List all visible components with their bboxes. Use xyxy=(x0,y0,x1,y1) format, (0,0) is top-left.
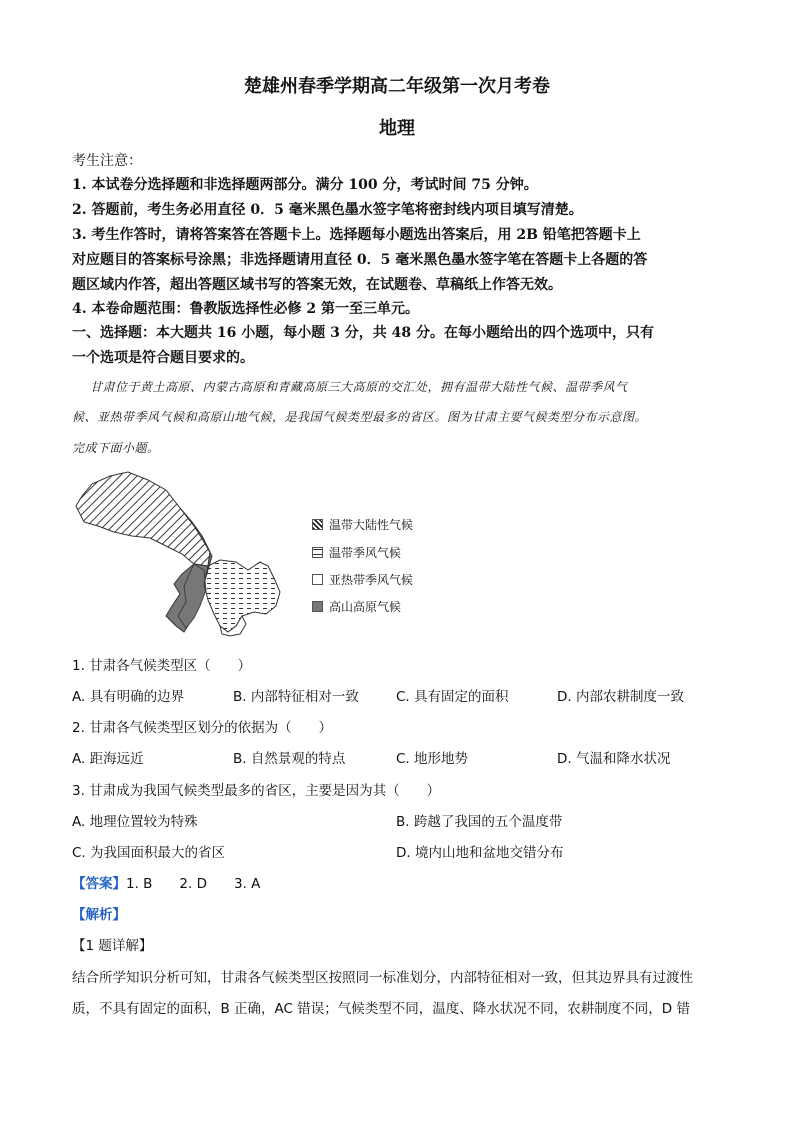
passage-line: 甘肃位于黄土高原、内蒙古高原和青藏高原三大高原的交汇处，拥有温带大陆性气候、温带季风气 xyxy=(90,380,628,394)
legend-label: 亚热带季风气候 xyxy=(329,572,414,587)
option: C. 具有固定的面积 xyxy=(396,689,509,705)
legend-swatch-gray xyxy=(312,601,323,612)
legend-label: 温带季风气候 xyxy=(329,545,402,560)
page-title: 楚雄州春季学期高二年级第一次月考卷 xyxy=(244,76,550,97)
legend-item xyxy=(312,598,401,614)
legend-item xyxy=(312,516,413,532)
notice-line: 1. 本试卷分选择题和非选择题两部分。满分 100 分，考试时间 75 分钟。 xyxy=(72,177,538,193)
gansu-climate-map xyxy=(70,466,300,638)
option: B. 自然景观的特点 xyxy=(233,751,346,767)
option: A. 具有明确的边界 xyxy=(72,689,185,705)
passage-line: 候、亚热带季风气候和高原山地气候，是我国气候类型最多的省区。图为甘肃主要气候类型分布示意图。 xyxy=(72,410,648,424)
detail-line: 质，不具有固定的面积，B 正确，AC 错误；气候类型不同，温度、降水状况不同，农耕制度不同，D 错 xyxy=(72,1001,690,1017)
legend-item xyxy=(312,544,401,560)
subject-title: 地理 xyxy=(379,118,415,139)
answer-row xyxy=(72,872,260,892)
option: B. 跨越了我国的五个温度带 xyxy=(396,814,563,830)
analysis-label: 【解析】 xyxy=(72,907,126,923)
notice-line: 2. 答题前，考生务必用直径 0．5 毫米黑色墨水签字笔将密封线内项目填写清楚。 xyxy=(72,202,583,218)
detail-label: 【1 题详解】 xyxy=(72,938,153,954)
notice-header: 考生注意： xyxy=(72,153,142,169)
option: C. 为我国面积最大的省区 xyxy=(72,845,226,861)
option: D. 气温和降水状况 xyxy=(557,751,671,767)
legend-swatch-hatch xyxy=(312,519,323,530)
option: C. 地形地势 xyxy=(396,751,469,767)
passage-line: 完成下面小题。 xyxy=(72,441,160,455)
notice-line: 3. 考生作答时，请将答案答在答题卡上。选择题每小题选出答案后，用 2B 铅笔把答题卡上 xyxy=(72,227,641,243)
option: D. 境内山地和盆地交错分布 xyxy=(396,845,564,861)
question-stem: 3. 甘肃成为我国气候类型最多的省区，主要是因为其（ ） xyxy=(72,783,441,799)
section-heading: 一个选项是符合题目要求的。 xyxy=(72,350,254,366)
option: B. 内部特征相对一致 xyxy=(233,689,359,705)
question-stem: 2. 甘肃各气候类型区划分的依据为（ ） xyxy=(72,720,333,736)
detail-line: 结合所学知识分析可知，甘肃各气候类型区按照同一标准划分，内部特征相对一致，但其边界具有过渡性 xyxy=(72,970,693,986)
option: A. 地理位置较为特殊 xyxy=(72,814,198,830)
legend-swatch-dash xyxy=(312,547,323,558)
answer-label: 【答案】 xyxy=(72,876,126,892)
answer-values: 1. B 2. D 3. A xyxy=(126,876,261,892)
legend-label: 温带大陆性气候 xyxy=(329,517,414,532)
legend-label: 高山高原气候 xyxy=(329,599,402,614)
option: A. 距海远近 xyxy=(72,751,144,767)
legend-item xyxy=(312,571,413,587)
notice-line: 题区域内作答，超出答题区域书写的答案无效，在试题卷、草稿纸上作答无效。 xyxy=(72,277,562,293)
notice-line: 4. 本卷命题范围：鲁教版选择性必修 2 第一至三单元。 xyxy=(72,301,419,317)
notice-line: 对应题目的答案标号涂黑；非选择题请用直径 0．5 毫米黑色墨水签字笔在答题卡上各题的答 xyxy=(72,252,648,268)
option: D. 内部农耕制度一致 xyxy=(557,689,684,705)
legend-swatch-blank xyxy=(312,574,323,585)
section-heading: 一、选择题：本大题共 16 小题，每小题 3 分，共 48 分。在每小题给出的四个选项中，只有 xyxy=(72,325,654,341)
question-stem: 1. 甘肃各气候类型区（ ） xyxy=(72,658,252,674)
